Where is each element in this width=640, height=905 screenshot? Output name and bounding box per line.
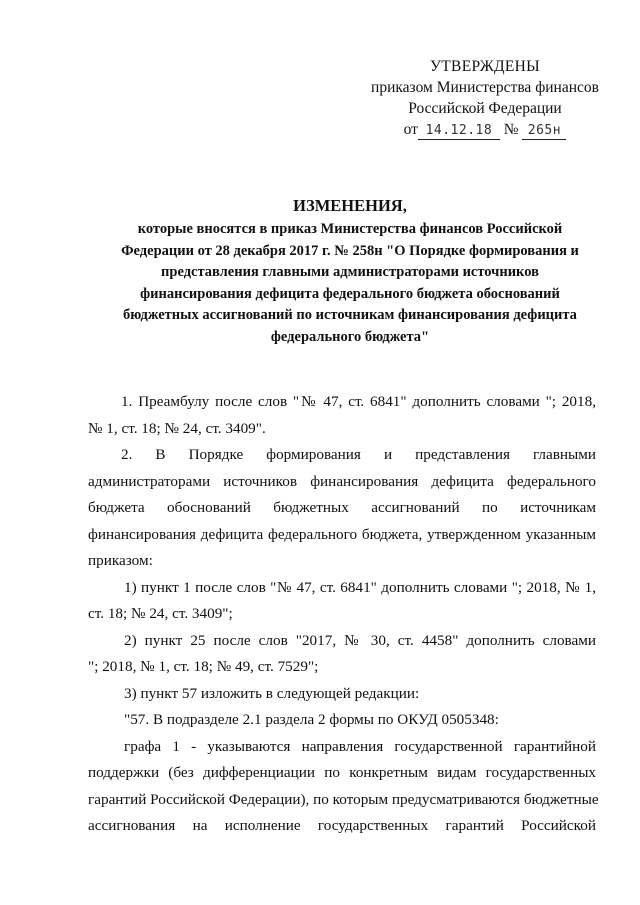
heading-line: финансирования дефицита федерального бюджета обоснований bbox=[140, 285, 560, 302]
body-line: "; 2018, № 1, ст. 18; № 49, ст. 7529"; bbox=[88, 658, 319, 675]
body-line: "57. В подразделе 2.1 раздела 2 формы по ОКУД 0505348: bbox=[124, 711, 499, 728]
body-line: поддержки (без дифференциации по конкретным видам государственных bbox=[88, 764, 596, 781]
body-line: финансирования дефицита федерального бюджета, утвержденном указанным bbox=[88, 525, 596, 543]
body-line: 2. В Порядке формирования и представления главными bbox=[121, 446, 596, 463]
body-line: 2) пункт 25 после слов "2017, № 30, ст. 4458" дополнить словами bbox=[124, 631, 596, 649]
body-line: № 1, ст. 18; № 24, ст. 3409". bbox=[88, 419, 266, 437]
approval-number-field bbox=[522, 122, 566, 140]
body-line: 1) пункт 1 после слов "№ 47, ст. 6841" дополнить словами "; 2018, № 1, bbox=[124, 578, 596, 596]
approval-line-2: Российской Федерации bbox=[408, 100, 562, 117]
heading-line: представления главными администраторами источников bbox=[161, 264, 539, 280]
approval-block bbox=[360, 56, 610, 140]
body-line: гарантий Российской Федерации), по которым предусматриваются бюджетные bbox=[88, 790, 599, 808]
approval-line-1: приказом Министерства финансов bbox=[371, 79, 599, 96]
heading-line: Федерации от 28 декабря 2017 г. № 258н "О Порядке формирования и bbox=[121, 242, 579, 259]
body-line: бюджета обоснований бюджетных ассигнований по источникам bbox=[88, 499, 596, 516]
body-line: 1. Преамбулу после слов "№ 47, ст. 6841" дополнить словами "; 2018, bbox=[121, 393, 596, 410]
heading-line: федерального бюджета" bbox=[270, 328, 430, 345]
approval-title: УТВЕРЖДЕНЫ bbox=[430, 58, 540, 75]
approval-date-value: 14.12.18 bbox=[425, 123, 493, 138]
body-line: ст. 18; № 24, ст. 3409"; bbox=[88, 605, 233, 622]
approval-date-field bbox=[418, 122, 500, 140]
document-heading bbox=[80, 195, 620, 348]
heading-line: которые вносятся в приказ Министерства финансов Российской bbox=[137, 221, 563, 237]
body-line: 3) пункт 57 изложить в следующей редакции: bbox=[124, 684, 420, 702]
approval-from-label: от bbox=[403, 121, 418, 138]
body-line: графа 1 - указываются направления государственной гарантийной bbox=[124, 737, 596, 755]
approval-number-value: 265н bbox=[527, 123, 562, 138]
body-line: приказом: bbox=[88, 552, 153, 569]
approval-date-row bbox=[360, 119, 610, 140]
body-line: администраторами источников финансирования дефицита федерального bbox=[88, 472, 596, 490]
heading-line: бюджетных ассигнований по источникам финансирования дефицита bbox=[123, 307, 577, 323]
approval-number-label: № bbox=[503, 121, 519, 138]
heading-main: ИЗМЕНЕНИЯ, bbox=[293, 196, 407, 215]
body-line: ассигнования на исполнение государственных гарантий Российской bbox=[88, 817, 596, 834]
document-body bbox=[88, 389, 599, 840]
